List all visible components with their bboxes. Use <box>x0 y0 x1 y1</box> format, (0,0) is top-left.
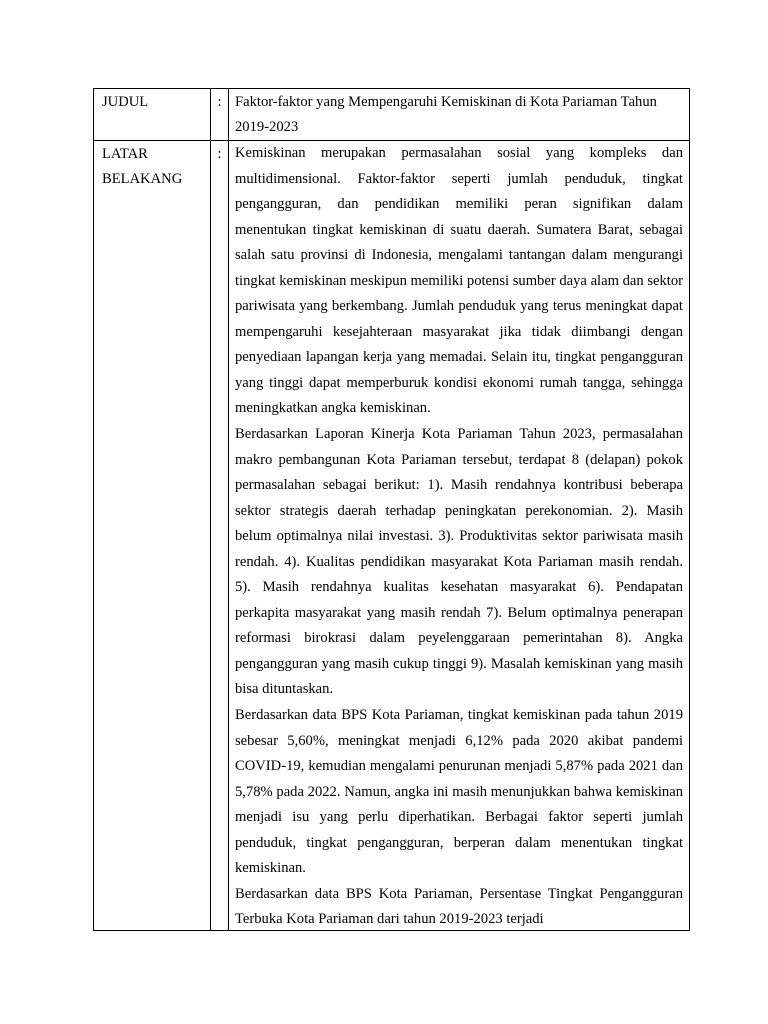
colon-separator: : <box>217 94 222 110</box>
paragraph: Berdasarkan data BPS Kota Pariaman, Persentase Tingkat Pengangguran Terbuka Kota Pariaman dari tahun 2019-2023 terjadi <box>235 885 683 928</box>
table-row-judul <box>94 89 690 141</box>
content-cell-latar-belakang <box>229 141 690 931</box>
colon-cell <box>211 89 229 141</box>
label-cell <box>94 89 211 141</box>
paragraph: Berdasarkan Laporan Kinerja Kota Pariaman Tahun 2023, permasalahan makro pembangunan Kota Pariaman tersebut, terdapat 8 (delapan) pokok permasalahan sebagai berikut: 1). Masih rendahnya kontribusi beberapa sektor strategis daerah terhadap peningkatan perekonomian. 2). Masih belum optimalnya nilai investasi. 3). Produktivitas sektor pariwisata masih rendah. 4). Kualitas pendidikan masyarakat Kota Pariaman masih rendah. 5). Masih rendahnya kualitas kesehatan masyarakat 6). Pendapatan perkapita masyarakat yang masih rendah 7). Belum optimalnya penerapan reformasi birokrasi dalam peyelenggaraan pemerintahan 8). Angka pengangguran yang masih cukup tinggi 9). Masalah kemiskinan yang masih bisa dituntaskan. <box>235 426 683 698</box>
row-label-latar-belakang: LATAR BELAKANG <box>102 146 183 187</box>
content-cell-judul <box>229 89 690 141</box>
table-row-latar-belakang <box>94 141 690 931</box>
paragraph: Berdasarkan data BPS Kota Pariaman, tingkat kemiskinan pada tahun 2019 sebesar 5,60%, meningkat menjadi 6,12% pada 2020 akibat pandemi COVID-19, kemudian mengalami penurunan menjadi 5,87% pada 2021 dan 5,78% pada 2022. Namun, angka ini masih menunjukkan bahwa kemiskinan menjadi isu yang perlu diperhatikan. Berbagai faktor seperti jumlah penduduk, tingkat pengangguran, berperan dalam menentukan tingkat kemiskinan. <box>235 707 683 877</box>
row-label-judul: JUDUL <box>102 94 149 110</box>
paragraph: Kemiskinan merupakan permasalahan sosial yang kompleks dan multidimensional. Faktor-faktor seperti jumlah penduduk, tingkat pengangguran, dan pendidikan memiliki peran signifikan dalam menentukan tingkat kemiskinan di suatu daerah. Sumatera Barat, sebagai salah satu provinsi di Indonesia, mengalami tantangan dalam mengurangi tingkat kemiskinan meskipun memiliki potensi sumber daya alam dan sektor pariwisata yang berkembang. Jumlah penduduk yang terus meningkat dapat mempengaruhi kesejahteraan masyarakat jika tidak diimbangi dengan penyediaan lapangan kerja yang memadai. Selain itu, tingkat pengangguran yang tinggi dapat memperburuk kondisi ekonomi rumah tangga, sehingga meningkatkan angka kemiskinan. <box>235 145 683 417</box>
colon-separator: : <box>217 146 222 162</box>
document-title: Faktor-faktor yang Mempengaruhi Kemiskinan di Kota Pariaman Tahun 2019-2023 <box>235 94 657 135</box>
document-table <box>93 88 690 931</box>
colon-cell <box>211 141 229 931</box>
label-cell <box>94 141 211 931</box>
